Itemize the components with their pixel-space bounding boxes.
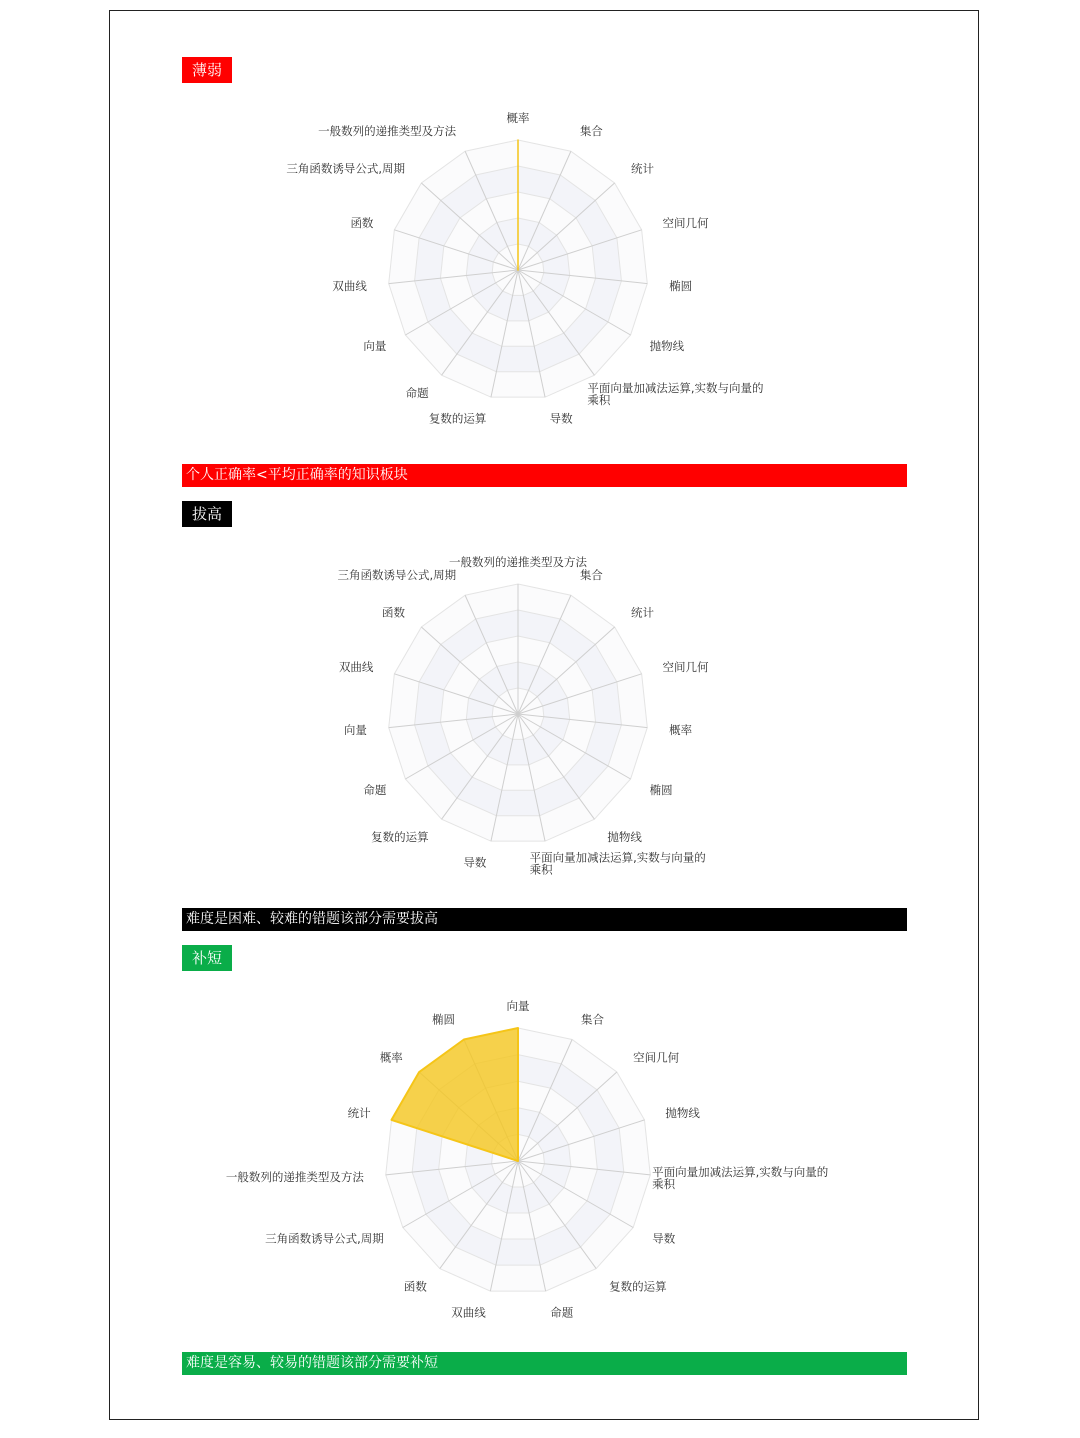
radar-indicator-label: 三角函数诱导公式,周期 bbox=[265, 1231, 384, 1246]
radar-indicator-label: 一般数列的递推类型及方法 bbox=[318, 124, 457, 139]
radar-indicator-label: 复数的运算 bbox=[371, 829, 429, 844]
label-line: 平面向量加减法运算,实数与向量的 bbox=[587, 380, 764, 395]
label-line: 平面向量加减法运算,实数与向量的 bbox=[529, 850, 706, 865]
radar-indicator-label: 空间几何 bbox=[633, 1050, 680, 1065]
improve-banner: 难度是困难、较难的错题该部分需要拔高 bbox=[182, 908, 907, 931]
radar-indicator-label: 空间几何 bbox=[662, 660, 709, 675]
radar-indicator-label: 概率 bbox=[506, 111, 530, 125]
weak-radar-chart bbox=[182, 108, 907, 468]
radar-indicator-label: 椭圆 bbox=[431, 1012, 455, 1027]
radar-indicator-label: 三角函数诱导公式,周期 bbox=[337, 568, 457, 583]
label-line: 乘积 bbox=[529, 862, 553, 877]
radar-indicator-label: 复数的运算 bbox=[428, 411, 487, 426]
radar-indicator-label: 导数 bbox=[549, 411, 573, 426]
label-line: 平面向量加减法运算,实数与向量的 bbox=[652, 1165, 829, 1180]
fix-radar-chart bbox=[182, 996, 907, 1356]
radar-indicator-label: 向量 bbox=[343, 722, 367, 737]
radar-indicator-label: 命题 bbox=[363, 783, 387, 797]
radar-indicator-label: 统计 bbox=[630, 605, 654, 620]
fix-tag: 补短 bbox=[182, 945, 232, 971]
radar-indicator-label: 一般数列的递推类型及方法 bbox=[449, 555, 587, 569]
radar-indicator-label: 统计 bbox=[347, 1106, 371, 1121]
radar-indicator-label: 一般数列的递推类型及方法 bbox=[225, 1170, 364, 1185]
radar-indicator-label: 函数 bbox=[382, 605, 406, 620]
weak-tag: 薄弱 bbox=[182, 57, 232, 83]
radar-indicator-label: 导数 bbox=[463, 855, 487, 870]
improve-tag: 拔高 bbox=[182, 501, 232, 527]
label-line: 乘积 bbox=[652, 1177, 676, 1192]
radar-indicator-label: 导数 bbox=[652, 1231, 676, 1246]
radar-indicator-label: 集合 bbox=[579, 124, 603, 139]
radar-indicator-label: 命题 bbox=[405, 385, 429, 400]
radar-indicator-label: 椭圆 bbox=[669, 278, 693, 293]
fix-banner: 难度是容易、较易的错题该部分需要补短 bbox=[182, 1352, 907, 1375]
radar-indicator-label: 椭圆 bbox=[649, 783, 673, 797]
radar-indicator-label: 双曲线 bbox=[332, 278, 367, 293]
radar-indicator-label: 集合 bbox=[579, 568, 603, 583]
radar-indicator-label: 抛物线 bbox=[607, 829, 642, 844]
radar-indicator-label: 双曲线 bbox=[338, 660, 374, 675]
radar-indicator-label: 概率 bbox=[669, 722, 693, 737]
radar-indicator-label: 统计 bbox=[630, 161, 654, 176]
radar-indicator-label bbox=[652, 1165, 828, 1191]
radar-indicator-label: 函数 bbox=[403, 1279, 427, 1294]
radar-indicator-label: 函数 bbox=[350, 216, 374, 231]
radar-indicator-label: 命题 bbox=[550, 1305, 574, 1320]
radar-indicator-label: 抛物线 bbox=[665, 1106, 700, 1121]
radar-indicator-label: 集合 bbox=[581, 1012, 605, 1027]
radar-indicator-label: 抛物线 bbox=[649, 339, 685, 353]
radar-indicator-label: 双曲线 bbox=[451, 1305, 486, 1320]
radar-indicator-label: 三角函数诱导公式,周期 bbox=[286, 161, 406, 176]
label-line: 乘积 bbox=[587, 392, 611, 407]
radar-indicator-label: 概率 bbox=[379, 1050, 403, 1065]
radar-indicator-label: 向量 bbox=[363, 339, 387, 353]
radar-indicator-label bbox=[530, 851, 706, 877]
radar-indicator-label: 复数的运算 bbox=[609, 1279, 667, 1294]
radar-indicator-label bbox=[587, 381, 763, 407]
weak-banner: 个人正确率<平均正确率的知识板块 bbox=[182, 464, 907, 487]
radar-indicator-label: 空间几何 bbox=[662, 216, 709, 231]
improve-radar-chart bbox=[182, 552, 907, 912]
radar-indicator-label: 向量 bbox=[506, 999, 530, 1013]
